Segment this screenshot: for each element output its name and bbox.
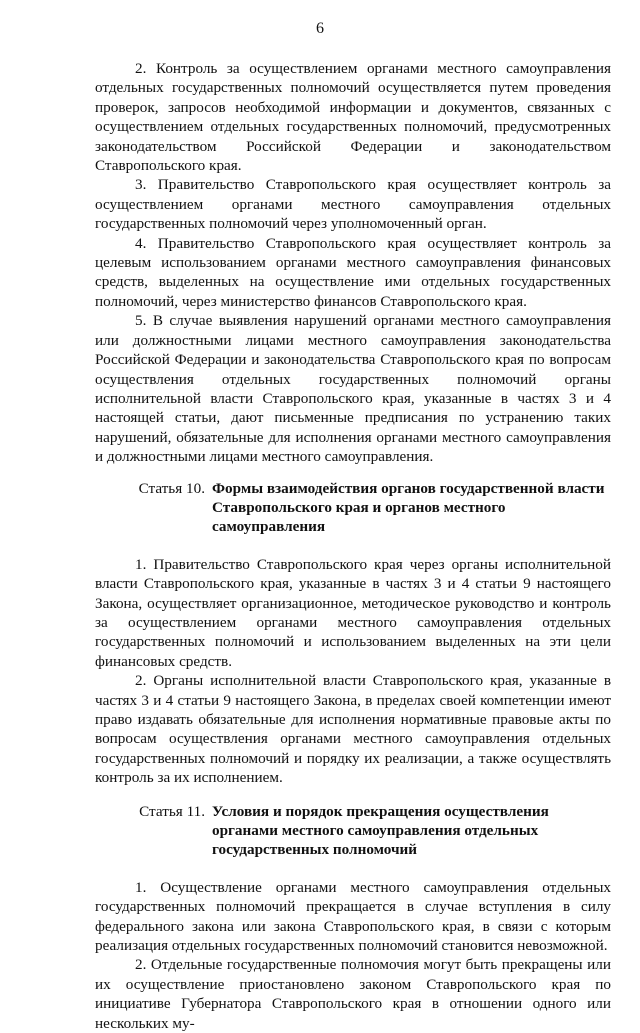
article-title-line: государственных полномочий: [212, 841, 418, 859]
article-title-line: Формы взаимодействия органов государственной власти: [212, 479, 605, 497]
article-label: Статья 11.: [139, 802, 205, 820]
paragraph: 3. Правительство Ставропольского края осуществляет контроль за осуществлением органами местного самоуправления отдельных государственных полномочий через уполномоченный орган.: [95, 176, 611, 233]
article-title: [212, 802, 611, 860]
article-title-line: Условия и порядок прекращения осуществления: [212, 802, 549, 820]
article-title-line: Ставропольского края и органов местного самоуправления: [212, 498, 506, 536]
article-10-heading: [95, 479, 611, 537]
paragraph: 4. Правительство Ставропольского края осуществляет контроль за целевым использованием органами местного самоуправления финансовых средств, выделенных на осуществление ими отдельных государственных полномочий, через министерство финансов Ставропольского края.: [95, 234, 611, 310]
paragraph: 1. Осуществление органами местного самоуправления отдельных государственных полномочий прекращается в случае вступления в силу федерального закона или закона Ставропольского края, в связи с которым реализация отдельных государственных полномочий становится невозможной.: [95, 878, 611, 955]
paragraph: 2. Органы исполнительной власти Ставропольского края, указанные в частях 3 и 4 статьи 9 настоящего Закона, в пределах своей компетенции имеют право издавать обязательные для исполнения нормативные правовые акты по вопросам осуществления органами местного самоуправления отдельных государственных полномочий и порядку их реализации, а также осуществлять контроль за их исполнением.: [95, 672, 611, 787]
article-title-line: органами местного самоуправления отдельных: [212, 822, 539, 840]
article-11-heading: [95, 802, 611, 860]
page-number: 6: [316, 20, 324, 37]
paragraph: 2. Контроль за осуществлением органами местного самоуправления отдельных государственных полномочий осуществляется путем проведения проверок, запросов необходимой информации и документов, связанных с осуществлением отдельных государственных полномочий, предусмотренных законодательством Российской Федерации и законодательством Ставропольского края.: [95, 60, 611, 175]
document-body: [95, 59, 611, 1033]
paragraph: 2. Отдельные государственные полномочия могут быть прекращены или их осуществление приостановлено законом Ставропольского края по инициативе Губернатора Ставропольского края в отношении одного или нескольких му-: [95, 956, 611, 1032]
article-label: Статья 10.: [138, 479, 205, 497]
paragraph: 1. Правительство Ставропольского края через органы исполнительной власти Ставропольского края, указанные в частях 3 и 4 статьи 9 настоящего Закона, осуществляет организационное, методическое руководство и контроль за осуществлением органами местного самоуправления отдельных государственных полномочий и использованием выделенных на эти цели финансовых средств.: [95, 555, 611, 670]
paragraph: 5. В случае выявления нарушений органами местного самоуправления или должностными лицами местного самоуправления законодательства Российской Федерации и законодательства Ставропольского края по вопросам осуществления отдельных государственных полномочий органы исполнительной власти Ставропольского края, указанные в частях 3 и 4 настоящей статьи, дают письменные предписания по устранению таких нарушений, обязательные для исполнения органами местного самоуправления и должностными лицами местного самоуправления.: [95, 312, 611, 466]
article-title: [212, 479, 611, 537]
